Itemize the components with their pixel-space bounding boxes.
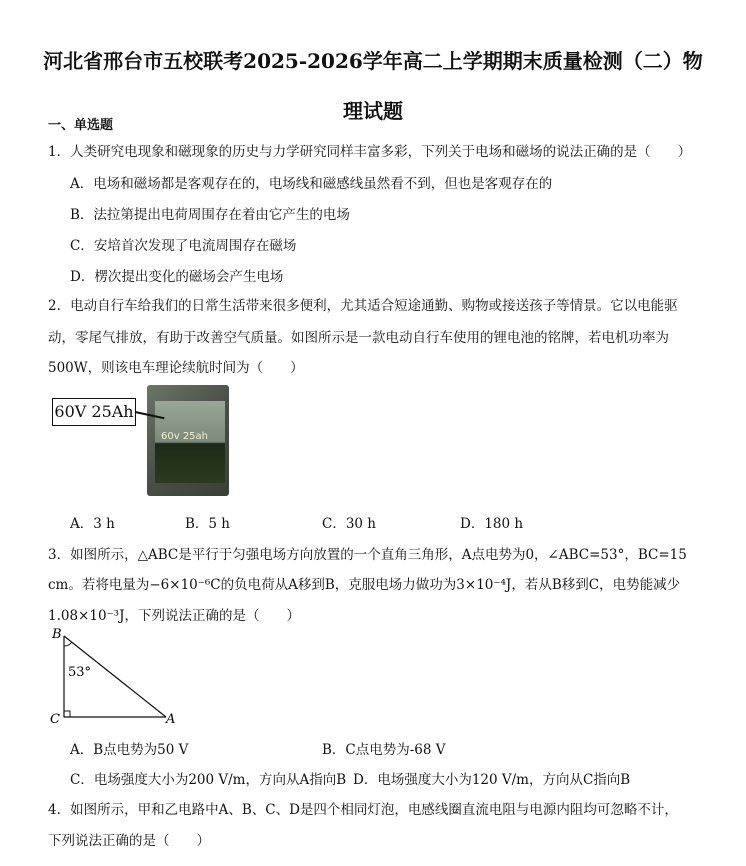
q2-option-d: D．180 h [460, 516, 524, 532]
vertex-b-label: B [52, 627, 62, 642]
title-line-1: 河北省邢台市五校联考2025-2026学年高二上学期期末质量检测（二）物 [43, 49, 703, 73]
battery-nameplate [155, 401, 225, 483]
q3-stem-line-2: cm。若将电量为−6×10⁻⁶C的负电荷从A移到B，克服电场力做功为3×10⁻⁴J，若从B移到C，电势能减少 [48, 577, 681, 593]
title-line-2: 理试题 [343, 99, 403, 123]
vertex-a-label: A [166, 712, 176, 727]
angle-arc [64, 642, 72, 646]
angle-label: 53° [68, 665, 92, 680]
q1-option-c: C．安培首次发现了电流周围存在磁场 [70, 238, 297, 254]
q1-option-a: A．电场和磁场都是客观存在的，电场线和磁感线虽然看不到，但也是客观存在的 [70, 176, 553, 192]
q2-stem-line-3: 500W，则该电车理论续航时间为（ ） [48, 360, 304, 376]
q3-option-b: B．C点电势为-68 V [322, 742, 446, 758]
q3-option-d: D．电场强度大小为120 V/m，方向从C指向B [353, 772, 631, 788]
q3-option-c: C．电场强度大小为200 V/m，方向从A指向B [70, 772, 347, 788]
q1-option-d: D．楞次提出变化的磁场会产生电场 [70, 269, 284, 285]
q2-stem-line-2: 动，零尾气排放，有助于改善空气质量。如图所示是一款电动自行车使用的锂电池的铭牌，若电机功率为 [48, 330, 669, 346]
section-heading: 一、单选题 [48, 118, 114, 133]
q1-option-b: B．法拉第提出电荷周围存在着由它产生的电场 [70, 207, 350, 223]
q2-option-a: A．3 h [70, 516, 115, 532]
battery-nameplate-text: 60v 25ah [161, 431, 209, 442]
q3-stem-line-3: 1.08×10⁻³J，下列说法正确的是（ ） [48, 608, 300, 624]
q3-stem-line-1: 3．如图所示，△ABC是平行于匀强电场方向放置的一个直角三角形，A点电势为0，∠ABC=53°，BC=15 [48, 547, 687, 563]
q1-stem: 1．人类研究电现象和磁现象的历史与力学研究同样丰富多彩，下列关于电场和磁场的说法正确的是（ ） [48, 144, 692, 160]
battery-photo [147, 385, 229, 496]
vertex-c-label: C [50, 712, 60, 727]
q2-option-c: C．30 h [322, 516, 376, 532]
triangle-diagram [50, 626, 190, 732]
right-angle-mark [64, 711, 70, 717]
q4-stem-line-2: 下列说法正确的是（ ） [48, 833, 210, 849]
q3-option-a: A．B点电势为50 V [70, 742, 189, 758]
q2-option-b: B．5 h [185, 516, 230, 532]
q2-stem-line-1: 2．电动自行车给我们的日常生活带来很多便利，尤其适合短途通勤、购物或接送孩子等情景。它以电能驱 [48, 298, 678, 314]
q4-stem-line-1: 4．如图所示，甲和乙电路中A、B、C、D是四个相同灯泡，电感线圈直流电阻与电源内阻均可忽略不计， [48, 802, 678, 818]
battery-spec-callout: 60V 25Ah [52, 398, 136, 426]
page-title [40, 36, 706, 136]
